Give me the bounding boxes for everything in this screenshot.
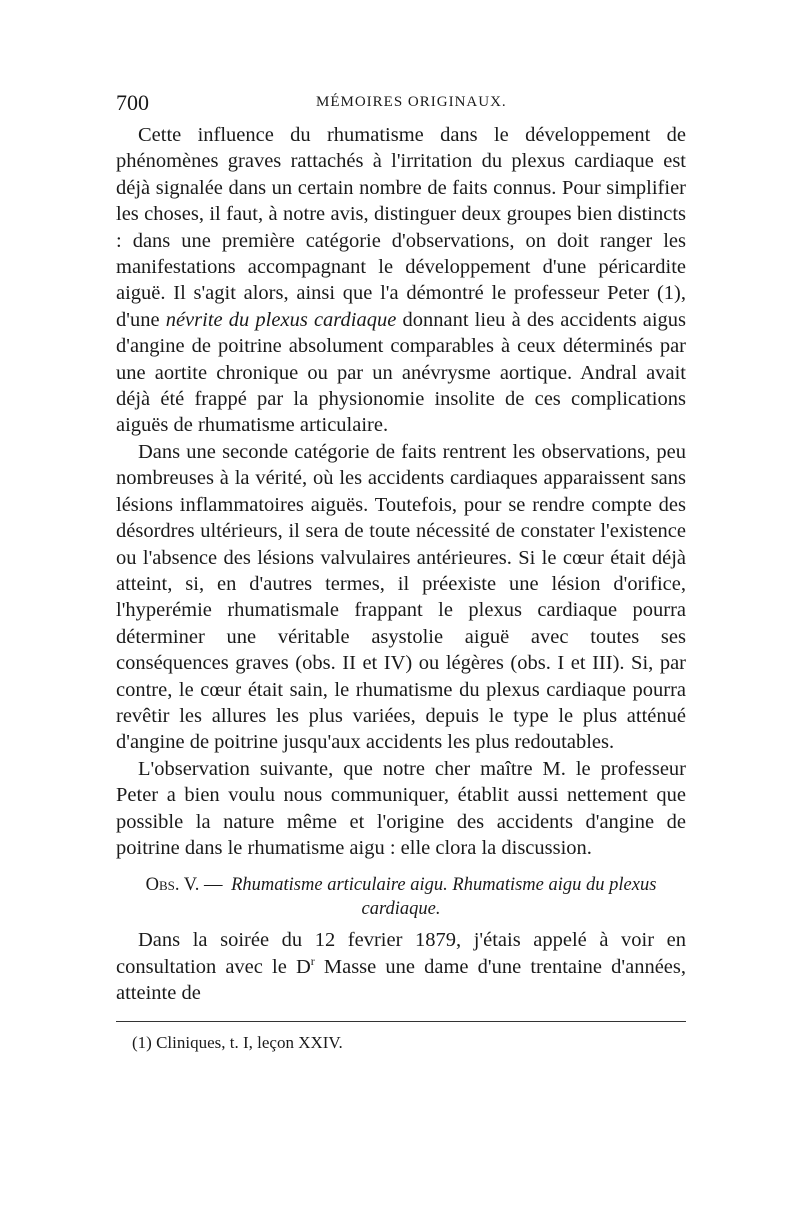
paragraph-2: Dans une seconde catégorie de faits rentrent les observations, peu nombreuses à la vérité, où les accidents cardiaques apparaissent sans lésions inflammatoires aiguës. Toutefois, pour se rendre compte des désordres ultérieurs, il sera de toute nécessité de constater l'existence ou l'absence des lésions valvulaires antérieures. Si le cœur était déjà atteint, si, en d'autres termes, il préexiste une lésion d'orifice, l'hyperémie rhumatismale frappant le plexus cardiaque pourra déterminer une véritable asystolie aiguë avec toutes ses conséquences graves (obs. II et IV) ou légères (obs. I et III). Si, par contre, le cœur était sain, le rhumatisme du plexus cardiaque pourra revêtir les allures les plus variées, depuis le type le plus atténué d'angine de poitrine jusqu'aux accidents les plus redoutables.	[116, 440, 686, 754]
paragraph-3: L'observation suivante, que notre cher maître M. le professeur Peter a bien voulu nous communiquer, établit aussi nettement que possible la nature même et l'origine des accidents d'angine de poitrine dans le rhumatisme aigu : elle clora la discussion.	[116, 757, 686, 859]
observation-heading	[116, 873, 686, 921]
paragraph-1-part-b: donnant lieu à des accidents aigus d'angine de poitrine absolument comparables à ceux déterminés par une aortite chronique ou par un anévrysme aortique. Andral avait déjà été frappé par la physionomie insolite de ces complications aiguës de rhumatisme articulaire.	[116, 308, 687, 437]
footnote: (1) Cliniques, t. I, leçon XXIV.	[132, 1032, 343, 1052]
observation-dash: —	[203, 875, 223, 896]
paragraph-1-part-a: Cette influence du rhumatisme dans le développement de phénomènes graves rattachés à l'irritation du plexus cardiaque est déjà signalée dans un certain nombre de faits connus. Pour simplifier les choses, il faut, à notre avis, distinguer deux groupes bien distincts : dans une première catégorie d'observations, on doit ranger les manifestations accompagnant le développement d'une péricardite aiguë. Il s'agit alors, ainsi que l'a démontré le professeur Peter (1), d'une	[116, 124, 686, 331]
page-number: 700	[116, 90, 149, 115]
paragraph-4-part-a: Dans la soirée du 12 fevrier 1879, j'étais appelé à voir en consultation avec le D	[116, 929, 686, 978]
paragraph-4	[116, 927, 686, 1006]
body-text	[116, 122, 686, 1007]
page	[116, 88, 686, 1054]
observation-title: Rhumatisme articulaire aigu. Rhumatisme aigu du plexus cardiaque.	[231, 875, 657, 920]
paragraph-4-part-b: Masse une dame d'une trentaine d'années, atteinte de	[116, 955, 686, 1005]
running-title: MÉMOIRES ORIGINAUX.	[316, 94, 507, 110]
paragraph-1	[116, 122, 686, 439]
running-head	[116, 88, 686, 122]
paragraph-4-superscript: r	[310, 953, 315, 968]
paragraph-1-italic: névrite du plexus cardiaque	[165, 308, 397, 331]
footnote-rule	[116, 1021, 686, 1022]
observation-label: Obs. V.	[145, 875, 200, 896]
